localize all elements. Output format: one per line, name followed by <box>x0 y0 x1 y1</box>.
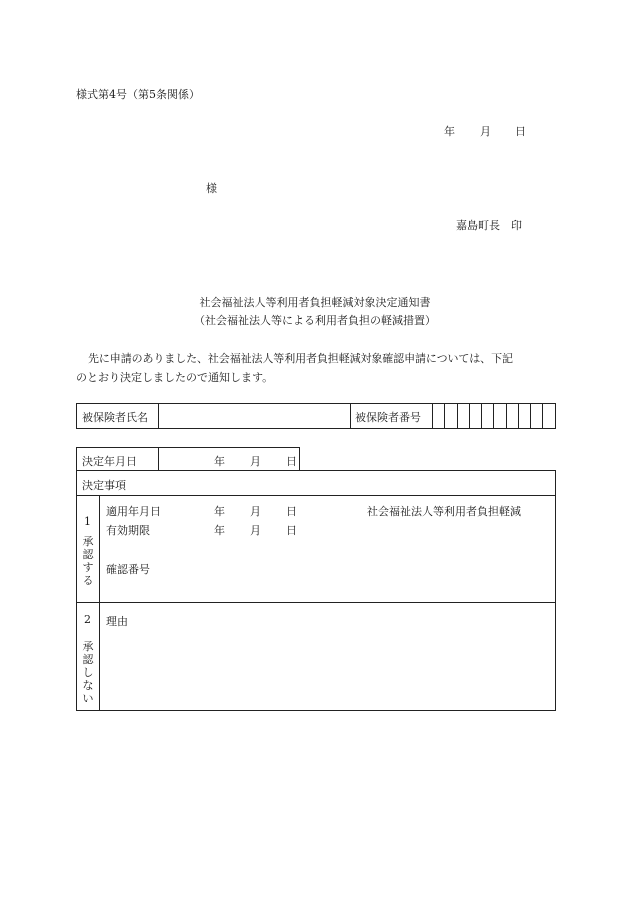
apply-date-month: 月 <box>250 505 261 518</box>
decision-date-month: 月 <box>250 455 261 468</box>
validity-label: 有効期限 <box>106 524 150 537</box>
document-title: 社会福祉法人等利用者負担軽減対象決定通知書 <box>199 296 431 309</box>
validity-year: 年 <box>214 524 225 537</box>
validity-day: 日 <box>286 524 297 537</box>
approve-label: 承認する <box>82 535 94 587</box>
form-number: 様式第4号（第5条関係） <box>76 88 200 101</box>
document-subtitle: （社会福祉法人等による利用者負担の軽減措置） <box>194 314 436 327</box>
addressee-suffix: 様 <box>206 182 217 195</box>
reduction-label: 社会福祉法人等利用者負担軽減 <box>367 505 521 518</box>
decision-date-label: 決定年月日 <box>82 455 137 468</box>
decision-date-day: 日 <box>286 455 297 468</box>
reject-number: 2 <box>84 613 91 626</box>
decision-items-label: 決定事項 <box>82 479 126 492</box>
date-year-label: 年 <box>444 125 455 138</box>
issuer: 嘉島町長 印 <box>456 219 522 232</box>
body-text-line2: のとおり決定しましたので通知します。 <box>76 371 274 384</box>
date-day-label: 日 <box>515 125 526 138</box>
reason-label: 理由 <box>106 615 128 628</box>
confirm-number-label: 確認番号 <box>106 563 150 576</box>
validity-month: 月 <box>250 524 261 537</box>
date-month-label: 月 <box>480 125 491 138</box>
reject-label: 承認しない <box>82 640 94 705</box>
decision-date-year: 年 <box>214 455 225 468</box>
apply-date-label: 適用年月日 <box>106 505 161 518</box>
insured-number-label: 被保険者番号 <box>355 411 421 424</box>
apply-date-year: 年 <box>214 505 225 518</box>
insured-name-label: 被保険者氏名 <box>82 411 148 424</box>
apply-date-day: 日 <box>286 505 297 518</box>
body-text-line1: 先に申請のありました、社会福祉法人等利用者負担軽減対象確認申請については、下記 <box>88 352 513 365</box>
approve-number: 1 <box>84 515 91 528</box>
insured-name-value[interactable] <box>162 406 347 426</box>
